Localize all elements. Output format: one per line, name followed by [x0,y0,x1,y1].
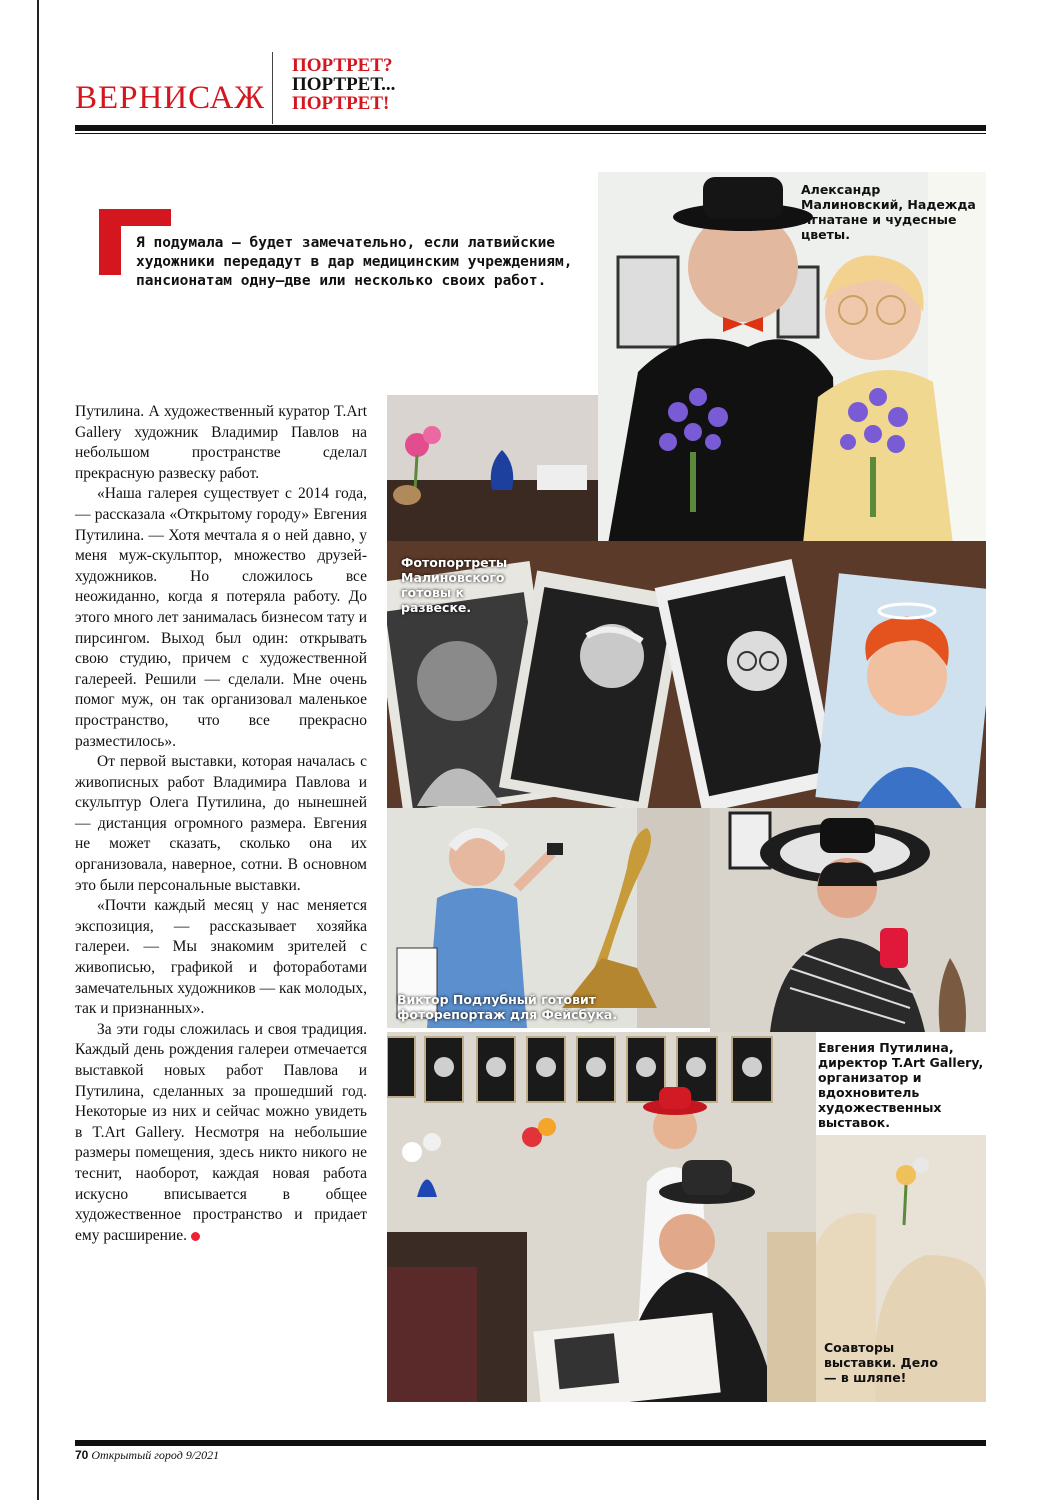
magazine-issue: Открытый город 9/2021 [91,1448,220,1462]
headline-line-1: ПОРТРЕТ? [292,55,393,76]
photo-armchair [816,1135,986,1402]
photo-director [710,808,986,1032]
pull-quote: Я подумала — будет замечательно, если латвийские художники передадут в дар медицинским учреждениям, пансионатам одну–две или несколько своих работ. [136,235,573,289]
photo-director-art [710,808,986,1032]
caption-photographer: Виктор Подлубный готовит фоторепортаж для Фейсбука. [397,992,618,1022]
paragraph-3: От первой выставки, которая началась с живописных работ Владимира Павлова и скульптур Олега Путилина, до нынешней — дистанция огромного размера. Евгения не может сказать, сколько она их организовала, наверное, сотни. В основном это были персональные выставки. [75,753,367,894]
paragraph-2: «Наша галерея существует с 2014 года, — рассказала «Открытому городу» Евгения Путилина. — Хотя мечтала я о ней давно, у меня муж-скульптор, множество друзей-художников. Но сложилось все неожиданно, когда я потеряла работу. До этого много лет занималась бизнесом тату и пирсингом. Выход был один: открывать свою студию, причем с художественной галереей. Решили — сделали. Мне очень помог муж, он так организовал маленькое пространство, что все прекрасно разместилось». [75,485,367,750]
top-rule [75,125,986,131]
photo-gallery-table [387,395,598,545]
caption-couple: Александр Малиновский, Надежда Игнатане и чудесные цветы. [801,182,976,242]
page-footer [75,1448,219,1463]
end-mark-icon [191,1232,200,1241]
paragraph-5-text: За эти годы сложилась и своя традиция. Каждый день рождения галереи отмечается выставкой новых работ Павлова и Путилина, сделанных за прошедший год. Некоторые из них и сейчас можно увидеть в T.Art Gallery. Несмотря на небольшие размеры помещения, здесь никто никого не теснит, наоборот, каждая новая работа искусно вписывается в общее художественное пространство и придает ему расширение. [75,1020,367,1244]
paragraph-1: Путилина. А художественный куратор T.Art Gallery художник Владимир Павлов на небольшом пространстве сделал прекрасную развеску работ. [75,403,367,482]
photo-coauthors [387,1032,816,1402]
left-margin-line [37,0,39,1500]
caption-director: Евгения Путилина, директор T.Art Gallery, организатор и вдохновитель художественных выставок. [818,1040,984,1130]
paragraph-4: «Почти каждый месяц у нас меняется экспозиция, — рассказывает хозяйка галереи. — Мы знакомим зрителей с живописью, графикой и фотоработами замечательных художников — как молодых, так и признанных». [75,897,367,1018]
top-rule-thin [75,133,986,134]
page-number: 70 [75,1448,89,1462]
section-rubric: ВЕРНИСАЖ [75,80,265,116]
caption-portraits: Фотопортреты Малиновского готовы к развеске. [401,555,508,615]
photo-gallery-table-art [387,395,598,545]
headline-line-3: ПОРТРЕТ! [292,93,390,114]
caption-coauthors: Соавторы выставки. Дело — в шляпе! [824,1340,938,1385]
article-body [75,402,367,1246]
photo-coauthors-art [387,1032,816,1402]
headline-line-2: ПОРТРЕТ... [292,74,396,95]
paragraph-5 [75,1020,367,1247]
header-divider [272,52,273,124]
bottom-rule [75,1440,986,1446]
photo-photographer [387,808,710,1028]
photo-couple [598,172,986,544]
photo-portraits [387,541,986,808]
